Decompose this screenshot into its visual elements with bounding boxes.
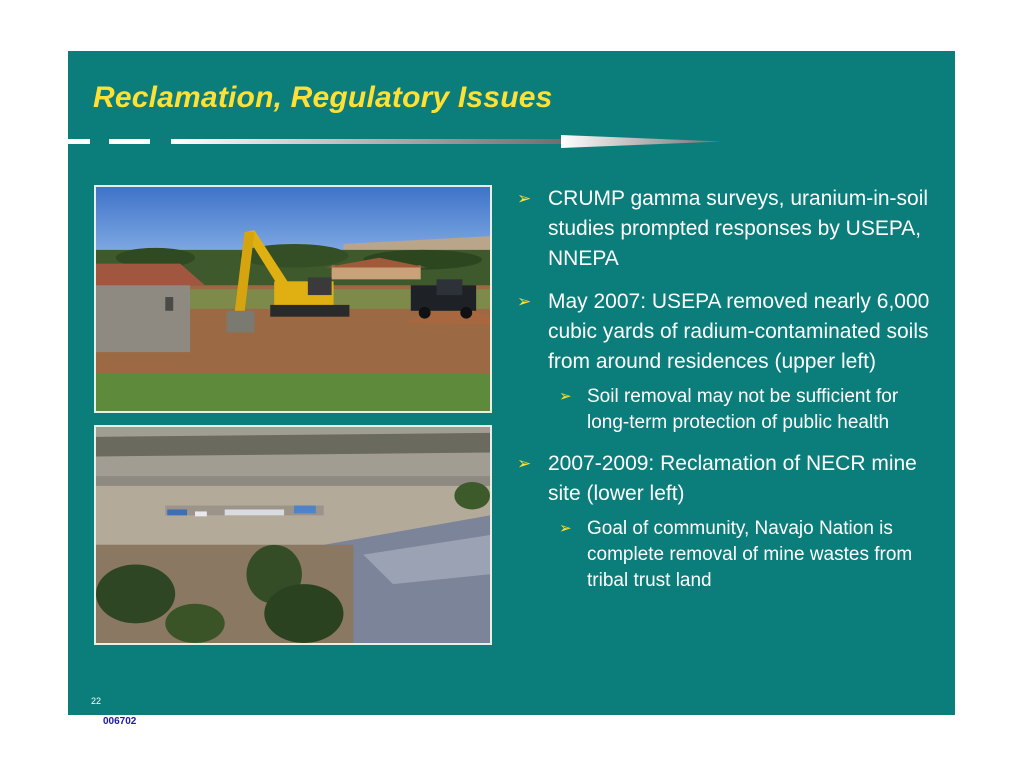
sub-bullet-item [515,384,945,436]
bullet-item [515,449,945,509]
sub-bullet-text: Goal of community, Navajo Nation is complete removal of mine wastes from tribal trust land [587,518,913,591]
bullet-text: May 2007: USEPA removed nearly 6,000 cubic yards of radium-contaminated soils from around residences (upper left) [548,290,930,373]
sub-bullet-item [515,516,945,594]
bullet-text: 2007-2009: Reclamation of NECR mine site (lower left) [548,452,917,505]
slide-title: Reclamation, Regulatory Issues [93,81,553,114]
bullet-item [515,184,945,274]
arrowhead-bullet-icon: ➢ [559,520,572,537]
sub-bullet-text: Soil removal may not be sufficient for long-term protection of public health [587,386,899,433]
arrowhead-bullet-icon: ➢ [517,189,532,208]
slide [68,51,955,715]
title-rule-dash-2 [109,139,150,144]
title-rule-arrow [171,133,723,149]
arrowhead-bullet-icon: ➢ [517,292,532,311]
bullet-text: CRUMP gamma surveys, uranium-in-soil studies prompted responses by USEPA, NNEPA [548,187,929,270]
photo-soil-removal [94,185,492,413]
bullet-item [515,287,945,377]
photo-mine-site [94,425,492,645]
bullet-list [515,184,945,607]
document-id: 006702 [103,716,137,727]
arrowhead-bullet-icon: ➢ [559,388,572,405]
title-rule-dash-1 [68,139,90,144]
page-number: 22 [91,696,102,706]
arrowhead-bullet-icon: ➢ [517,454,532,473]
